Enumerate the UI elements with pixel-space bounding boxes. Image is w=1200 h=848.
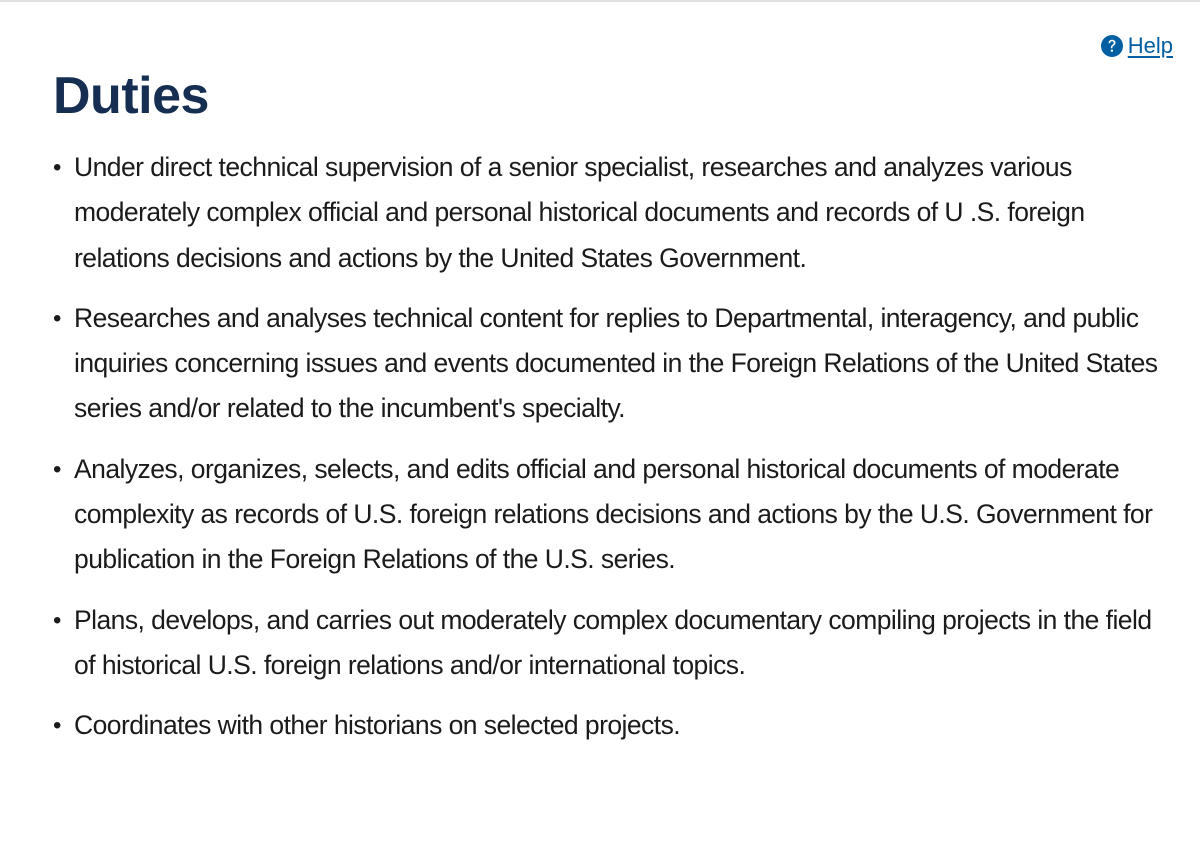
duty-item — [53, 447, 1163, 583]
duty-text: Researches and analyses technical content for replies to Departmental, interagency, and public inquiries concerning issues and events documented in the Foreign Relations of the United States series and/or related to the incumbent's specialty. — [74, 302, 1158, 424]
section-title: Duties — [53, 67, 209, 125]
bullet-icon: • — [53, 455, 61, 483]
duty-item — [53, 296, 1163, 432]
duty-item — [53, 598, 1163, 689]
help-label[interactable]: Help — [1127, 33, 1173, 58]
duty-text: Under direct technical supervision of a senior specialist, researches and analyzes various moderately complex official and personal historical documents and records of U .S. foreign relations decisions and actions by the United States Government. — [74, 152, 1085, 273]
top-divider — [0, 0, 1200, 2]
question-circle-icon — [1100, 34, 1124, 58]
bullet-icon: • — [53, 606, 61, 634]
duty-text: Coordinates with other historians on selected projects. — [74, 710, 681, 741]
duty-text: Plans, develops, and carries out moderately complex documentary compiling projects in the field of historical U.S. foreign relations and/or international topics. — [74, 604, 1152, 680]
duty-text: Analyzes, organizes, selects, and edits official and personal historical documents of moderate complexity as records of U.S. foreign relations decisions and actions by the U.S. Government for publication in the Foreign Relations of the U.S. series. — [74, 453, 1153, 575]
help-link[interactable] — [1100, 32, 1173, 60]
duties-list — [53, 145, 1163, 764]
duty-item — [53, 703, 1163, 748]
bullet-icon: • — [53, 304, 61, 332]
duty-item — [53, 145, 1163, 281]
bullet-icon: • — [53, 154, 61, 181]
bullet-icon: • — [53, 712, 61, 740]
